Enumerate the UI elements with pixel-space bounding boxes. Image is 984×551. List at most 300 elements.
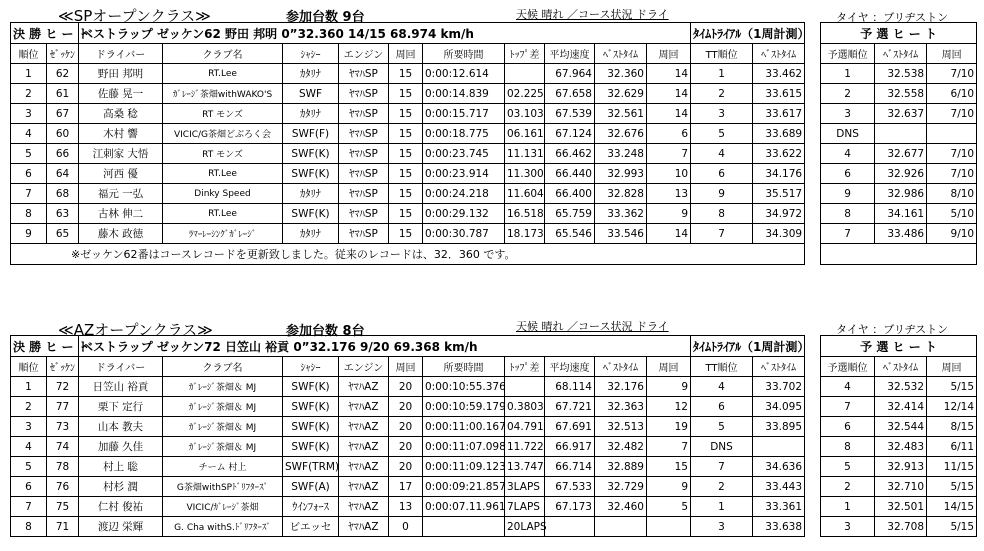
table-cell: 9 <box>647 477 691 497</box>
table-cell: 16.518 <box>505 204 545 224</box>
table-cell: SWF(K) <box>283 164 339 184</box>
table-cell: 67.539 <box>545 104 595 124</box>
az-entries: 参加台数 8台 <box>286 324 365 339</box>
table-row <box>11 204 977 224</box>
table-cell: 32.710 <box>875 477 927 497</box>
table-cell: 32.501 <box>875 497 927 517</box>
table-cell: 1 <box>821 497 875 517</box>
table-row <box>11 64 977 84</box>
table-row <box>11 104 977 124</box>
col-header: ﾍﾞｽﾄﾀｲﾑ <box>753 44 805 64</box>
col-header: ｼｬｼｰ <box>283 44 339 64</box>
table-cell: 66.400 <box>545 184 595 204</box>
table-cell: 68 <box>47 184 79 204</box>
table-cell: 0:00:14.839 <box>423 84 505 104</box>
table-cell: 6 <box>11 164 47 184</box>
table-cell: 11/15 <box>927 457 977 477</box>
table-cell: 4 <box>821 144 875 164</box>
table-cell: 仁村 俊祐 <box>79 497 163 517</box>
col-header: ｾﾞｯｹﾝ <box>47 357 79 377</box>
table-cell: 67.173 <box>545 497 595 517</box>
table-row <box>11 477 977 497</box>
table-cell: 7 <box>11 497 47 517</box>
table-cell: 32.538 <box>875 64 927 84</box>
table-row <box>11 497 977 517</box>
table-cell: 7/10 <box>927 144 977 164</box>
table-cell: 渡辺 栄輝 <box>79 517 163 537</box>
table-cell: SWF(K) <box>283 397 339 417</box>
table-cell: 1 <box>11 64 47 84</box>
table-cell: 67.691 <box>545 417 595 437</box>
col-header: ﾍﾞｽﾄﾀｲﾑ <box>595 357 647 377</box>
table-cell: 7 <box>821 397 875 417</box>
az-qual-title: 予 選 ヒ ー ト <box>821 336 977 357</box>
az-tire: タイヤ ：ブリヂストン <box>836 323 949 336</box>
az-class-title: ≪AZオープンクラス≫ <box>58 321 213 339</box>
table-cell: 11.604 <box>505 184 545 204</box>
table-cell: ﾔﾏﾊSP <box>339 144 389 164</box>
table-cell: 6 <box>691 397 753 417</box>
table-cell: 32.460 <box>595 497 647 517</box>
sp-header-row <box>11 44 977 64</box>
table-cell: 20 <box>389 417 423 437</box>
table-cell: 3 <box>691 517 753 537</box>
table-cell: ﾔﾏﾊAZ <box>339 397 389 417</box>
table-cell: 74 <box>47 437 79 457</box>
table-cell: RT モンズ <box>163 144 283 164</box>
table-cell: 34.161 <box>875 204 927 224</box>
table-cell: 5/10 <box>927 204 977 224</box>
table-cell: ﾔﾏﾊAZ <box>339 417 389 437</box>
table-cell: 3 <box>691 104 753 124</box>
table-cell: SWF(K) <box>283 437 339 457</box>
table-cell: ﾔﾏﾊSP <box>339 124 389 144</box>
table-cell: 0:00:24.218 <box>423 184 505 204</box>
table-cell: ﾔﾏﾊAZ <box>339 437 389 457</box>
table-cell: 32.629 <box>595 84 647 104</box>
table-cell: 江刺家 大悟 <box>79 144 163 164</box>
table-cell: 7LAPS <box>505 497 545 517</box>
table-cell: 61 <box>47 84 79 104</box>
sp-tt-title: ﾀｲﾑﾄﾗｲｱﾙ（1周計測） <box>691 23 805 44</box>
table-cell: 2 <box>11 84 47 104</box>
table-cell: ｶﾀﾘﾅ <box>283 64 339 84</box>
table-cell: ﾔﾏﾊSP <box>339 64 389 84</box>
table-cell: 4 <box>691 377 753 397</box>
table-cell: 66.440 <box>545 164 595 184</box>
sp-final-title: 決 勝 ヒ ー ト <box>11 23 79 44</box>
table-cell: 33.689 <box>753 124 805 144</box>
table-cell: ｳｲﾝﾌｫｰｽ <box>283 497 339 517</box>
table-cell: ｶﾀﾘﾅ <box>283 224 339 244</box>
table-cell: G. Cha withS.ﾄﾞﾘﾌﾀｰｽﾞ <box>163 517 283 537</box>
table-cell: 72 <box>47 377 79 397</box>
sp-results-table <box>10 22 977 265</box>
table-cell: 5/15 <box>927 377 977 397</box>
table-cell: 0:00:10:59.179 <box>423 397 505 417</box>
table-cell: 19 <box>647 417 691 437</box>
table-cell: DNS <box>691 437 753 457</box>
table-row <box>11 184 977 204</box>
table-cell: 77 <box>47 397 79 417</box>
table-cell: 1 <box>691 64 753 84</box>
table-cell: 04.791 <box>505 417 545 437</box>
table-cell: 0:00:30.787 <box>423 224 505 244</box>
table-cell: ﾔﾏﾊSP <box>339 184 389 204</box>
table-cell: SWF(K) <box>283 417 339 437</box>
table-cell: 34.309 <box>753 224 805 244</box>
table-cell: ｶﾀﾘﾅ <box>283 104 339 124</box>
table-cell: 03.103 <box>505 104 545 124</box>
table-cell: 9 <box>11 224 47 244</box>
table-cell: 32.677 <box>875 144 927 164</box>
table-cell: 67.964 <box>545 64 595 84</box>
table-cell: 33.895 <box>753 417 805 437</box>
table-cell: SWF(K) <box>283 144 339 164</box>
table-cell: ｶﾞﾚｰｼﾞ茶畑＆ MJ <box>163 437 283 457</box>
table-row <box>11 144 977 164</box>
table-cell: 6 <box>691 164 753 184</box>
col-header: エンジン <box>339 357 389 377</box>
table-cell: ビエッセ <box>283 517 339 537</box>
table-cell: 67.658 <box>545 84 595 104</box>
table-cell: 06.161 <box>505 124 545 144</box>
col-header: ﾍﾞｽﾄﾀｲﾑ <box>595 44 647 64</box>
table-cell: 34.176 <box>753 164 805 184</box>
table-cell: 32.828 <box>595 184 647 204</box>
col-header: 周回 <box>389 357 423 377</box>
col-header: 所要時間 <box>423 44 505 64</box>
table-cell: 7 <box>647 437 691 457</box>
table-cell: 栗下 定行 <box>79 397 163 417</box>
table-cell: 33.462 <box>753 64 805 84</box>
table-cell: 34.095 <box>753 397 805 417</box>
table-cell: 76 <box>47 477 79 497</box>
table-cell: 15 <box>389 224 423 244</box>
sp-tire: タイヤ ：ブリヂストン <box>836 11 949 24</box>
table-cell: 佐藤 晃一 <box>79 84 163 104</box>
table-cell: 68.114 <box>545 377 595 397</box>
col-header: 順位 <box>11 357 47 377</box>
table-cell: 20 <box>389 397 423 417</box>
table-cell: ﾔﾏﾊSP <box>339 204 389 224</box>
table-cell: ｶﾞﾚｰｼﾞ茶畑＆ MJ <box>163 397 283 417</box>
table-cell: 0:00:23.745 <box>423 144 505 164</box>
table-cell: 66 <box>47 144 79 164</box>
table-cell: 15 <box>389 144 423 164</box>
table-cell: 33.443 <box>753 477 805 497</box>
table-cell: 20LAPS <box>505 517 545 537</box>
table-cell: ﾔﾏﾊAZ <box>339 377 389 397</box>
table-row <box>11 124 977 144</box>
table-cell: 0:00:12.614 <box>423 64 505 84</box>
table-cell: G茶畑withSPﾄﾞﾘﾌﾀｰｽﾞ <box>163 477 283 497</box>
table-cell: 6 <box>647 124 691 144</box>
table-cell: 6 <box>821 164 875 184</box>
table-cell: 5 <box>11 144 47 164</box>
table-cell: 古林 伸二 <box>79 204 163 224</box>
table-cell: 木村 響 <box>79 124 163 144</box>
table-cell: 2 <box>11 397 47 417</box>
table-cell: 0:00:11:00.167 <box>423 417 505 437</box>
table-cell: SWF <box>283 84 339 104</box>
table-cell: DNS <box>821 124 875 144</box>
table-cell: 山本 教夫 <box>79 417 163 437</box>
table-cell: 0.3803 <box>505 397 545 417</box>
table-cell: 60 <box>47 124 79 144</box>
table-cell: 8 <box>11 517 47 537</box>
table-cell: 10 <box>647 164 691 184</box>
table-cell: 8 <box>11 204 47 224</box>
table-cell: 32.414 <box>875 397 927 417</box>
table-cell: 32.544 <box>875 417 927 437</box>
table-cell: 15 <box>389 64 423 84</box>
table-cell: 7 <box>11 184 47 204</box>
table-cell: 33.362 <box>595 204 647 224</box>
table-cell: ｶﾞﾚｰｼﾞ茶畑＆ MJ <box>163 377 283 397</box>
table-cell: 33.248 <box>595 144 647 164</box>
table-cell: 7/10 <box>927 104 977 124</box>
table-cell: 34.636 <box>753 457 805 477</box>
table-cell: 12 <box>647 397 691 417</box>
table-cell: 15 <box>389 184 423 204</box>
col-header: 順位 <box>11 44 47 64</box>
table-cell: 8 <box>691 204 753 224</box>
col-header: TT順位 <box>691 357 753 377</box>
table-cell: 4 <box>821 377 875 397</box>
table-cell: 32.561 <box>595 104 647 124</box>
col-header: ﾄｯﾌﾟ差 <box>505 357 545 377</box>
sp-qual-title: 予 選 ヒ ー ト <box>821 23 977 44</box>
table-cell: 0:00:07.11.961 <box>423 497 505 517</box>
table-cell: 13 <box>389 497 423 517</box>
table-cell: 3 <box>11 417 47 437</box>
table-cell: 32.637 <box>875 104 927 124</box>
col-header: 平均速度 <box>545 44 595 64</box>
table-cell: 7 <box>821 224 875 244</box>
table-cell: 33.702 <box>753 377 805 397</box>
table-cell: 32.676 <box>595 124 647 144</box>
table-cell: 0 <box>389 517 423 537</box>
table-cell: ｶﾞﾚｰｼﾞ茶畑＆ MJ <box>163 417 283 437</box>
table-cell: 15 <box>389 84 423 104</box>
table-cell: SWF(F) <box>283 124 339 144</box>
table-cell: 32.986 <box>875 184 927 204</box>
table-cell: 32.889 <box>595 457 647 477</box>
table-cell: 9 <box>647 204 691 224</box>
table-cell: 5 <box>691 124 753 144</box>
table-cell: 32.729 <box>595 477 647 497</box>
col-header: 周回 <box>389 44 423 64</box>
table-cell: 65.546 <box>545 224 595 244</box>
table-cell: 6 <box>821 417 875 437</box>
table-cell: 9 <box>647 377 691 397</box>
table-cell: 8/15 <box>927 417 977 437</box>
table-cell: 5 <box>691 417 753 437</box>
table-cell: 3 <box>11 104 47 124</box>
table-cell: 0:00:09:21.857 <box>423 477 505 497</box>
col-header: 予選順位 <box>821 44 875 64</box>
table-cell <box>647 517 691 537</box>
table-cell: SWF(A) <box>283 477 339 497</box>
table-row <box>11 437 977 457</box>
table-cell: 1 <box>691 497 753 517</box>
col-header: ﾄｯﾌﾟ差 <box>505 44 545 64</box>
table-cell: 8 <box>821 437 875 457</box>
table-cell <box>753 437 805 457</box>
table-cell: RT.Lee <box>163 164 283 184</box>
table-cell: 14 <box>647 224 691 244</box>
table-cell: 5/15 <box>927 477 977 497</box>
col-header: ｼｬｼｰ <box>283 357 339 377</box>
table-cell: 65 <box>47 224 79 244</box>
table-cell <box>505 64 545 84</box>
table-row <box>11 417 977 437</box>
col-header: 周回 <box>647 357 691 377</box>
table-cell: 75 <box>47 497 79 517</box>
table-cell: ﾔﾏﾊAZ <box>339 517 389 537</box>
table-cell: 32.926 <box>875 164 927 184</box>
table-row <box>11 84 977 104</box>
table-cell: 0:00:18.775 <box>423 124 505 144</box>
table-cell: RT モンズ <box>163 104 283 124</box>
table-cell: 7 <box>691 224 753 244</box>
table-cell: 32.708 <box>875 517 927 537</box>
table-cell: 62 <box>47 64 79 84</box>
table-cell: 村杉 潤 <box>79 477 163 497</box>
table-cell <box>505 377 545 397</box>
table-row <box>11 517 977 537</box>
table-cell: 66.462 <box>545 144 595 164</box>
table-cell: 1 <box>11 377 47 397</box>
table-cell: ﾔﾏﾊSP <box>339 164 389 184</box>
table-cell: ﾔﾏﾊSP <box>339 104 389 124</box>
table-cell: 9 <box>691 184 753 204</box>
table-cell: ｶﾞﾚｰｼﾞ茶畑withWAKO'S <box>163 84 283 104</box>
col-header: ﾍﾞｽﾄﾀｲﾑ <box>753 357 805 377</box>
table-cell: 32.360 <box>595 64 647 84</box>
table-cell: 32.482 <box>595 437 647 457</box>
table-row <box>11 164 977 184</box>
table-cell: ﾔﾏﾊSP <box>339 224 389 244</box>
table-cell: 2 <box>821 477 875 497</box>
table-cell: 18.173 <box>505 224 545 244</box>
table-cell: 3 <box>821 104 875 124</box>
sp-entries: 参加台数 9台 <box>286 10 365 25</box>
table-cell: ﾔﾏﾊAZ <box>339 497 389 517</box>
table-cell: 加藤 久佳 <box>79 437 163 457</box>
table-cell: 2 <box>821 84 875 104</box>
az-final-title: 決 勝 ヒ ー ト <box>11 336 79 357</box>
table-cell <box>927 124 977 144</box>
table-cell: 02.225 <box>505 84 545 104</box>
table-cell: 3LAPS <box>505 477 545 497</box>
table-cell: 村上 聡 <box>79 457 163 477</box>
table-cell: 17 <box>389 477 423 497</box>
table-cell: ﾗﾏｰﾚｰｼﾝｸﾞｶﾞﾚｰｼﾞ <box>163 224 283 244</box>
table-cell: 7 <box>691 457 753 477</box>
table-cell: 河西 優 <box>79 164 163 184</box>
table-cell: 日笠山 裕貢 <box>79 377 163 397</box>
table-cell: 15 <box>389 204 423 224</box>
table-cell: 33.622 <box>753 144 805 164</box>
table-cell: 0:00:11:07.098 <box>423 437 505 457</box>
col-header: 周回 <box>927 357 977 377</box>
table-cell: 13.747 <box>505 457 545 477</box>
table-cell: ﾔﾏﾊSP <box>339 84 389 104</box>
table-cell: 32.363 <box>595 397 647 417</box>
table-cell: ｶﾀﾘﾅ <box>283 184 339 204</box>
table-cell: 63 <box>47 204 79 224</box>
col-header: TT順位 <box>691 44 753 64</box>
az-results-table <box>10 335 977 537</box>
table-cell: 0:00:15.717 <box>423 104 505 124</box>
col-header: ドライバー <box>79 357 163 377</box>
table-cell: 9/10 <box>927 224 977 244</box>
table-cell: 34.972 <box>753 204 805 224</box>
table-cell: 7/10 <box>927 164 977 184</box>
sp-best-lap: ベストラップ ゼッケン62 野田 邦明 0”32.360 14/15 68.974 km/h <box>79 23 691 44</box>
table-cell: 福元 一弘 <box>79 184 163 204</box>
table-cell: RT.Lee <box>163 64 283 84</box>
table-cell: 0:00:29.132 <box>423 204 505 224</box>
table-cell: 14 <box>647 64 691 84</box>
table-cell: 5 <box>647 497 691 517</box>
table-cell: 78 <box>47 457 79 477</box>
table-cell: 15 <box>647 457 691 477</box>
col-header: ｾﾞｯｹﾝ <box>47 44 79 64</box>
table-cell: 4 <box>11 437 47 457</box>
az-weather: 天候 晴れ ／コース状況 ドライ <box>516 320 669 333</box>
col-header: ﾍﾞｽﾄﾀｲﾑ <box>875 44 927 64</box>
table-cell: 野田 邦明 <box>79 64 163 84</box>
table-cell: 66.714 <box>545 457 595 477</box>
table-cell: 32.513 <box>595 417 647 437</box>
table-cell: 67 <box>47 104 79 124</box>
table-cell: 66.917 <box>545 437 595 457</box>
table-cell: 15 <box>389 164 423 184</box>
col-header: クラブ名 <box>163 357 283 377</box>
table-cell: 5/15 <box>927 517 977 537</box>
az-tt-title: ﾀｲﾑﾄﾗｲｱﾙ（1周計測） <box>691 336 805 357</box>
col-header: エンジン <box>339 44 389 64</box>
table-cell: 67.721 <box>545 397 595 417</box>
table-row <box>11 397 977 417</box>
table-cell <box>595 517 647 537</box>
table-cell: 33.617 <box>753 104 805 124</box>
table-cell: 2 <box>691 477 753 497</box>
table-cell: 7 <box>647 144 691 164</box>
az-best-lap: ベストラップ ゼッケン72 日笠山 裕貢 0”32.176 9/20 69.368 km/h <box>79 336 691 357</box>
table-cell: ﾔﾏﾊAZ <box>339 477 389 497</box>
table-cell: 4 <box>11 124 47 144</box>
table-cell: 6 <box>11 477 47 497</box>
table-cell: ﾔﾏﾊAZ <box>339 457 389 477</box>
sp-record-note: ※ゼッケン62番はコースレコードを更新致しました。従来のレコードは、32．360 です。 <box>11 244 805 265</box>
table-cell: 6/11 <box>927 437 977 457</box>
az-header-row <box>11 357 977 377</box>
table-cell: 32.483 <box>875 437 927 457</box>
table-cell: 33.546 <box>595 224 647 244</box>
table-cell: 33.486 <box>875 224 927 244</box>
table-cell <box>875 124 927 144</box>
table-cell: 11.131 <box>505 144 545 164</box>
table-cell: 33.638 <box>753 517 805 537</box>
table-cell: 32.913 <box>875 457 927 477</box>
table-cell: 67.124 <box>545 124 595 144</box>
table-cell: 7/10 <box>927 64 977 84</box>
table-cell: 67.533 <box>545 477 595 497</box>
